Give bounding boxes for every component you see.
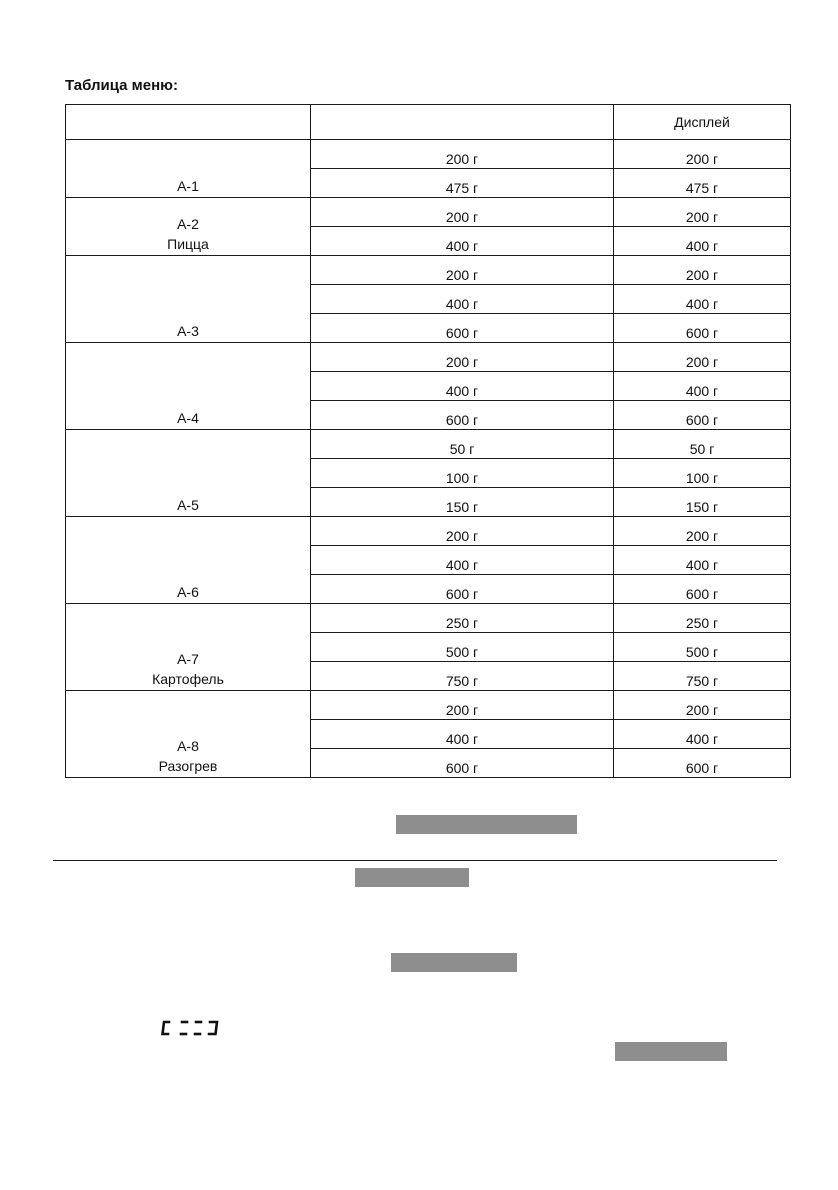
weight-cell: 200 г [311,256,614,285]
weight-cell: 500 г [311,633,614,662]
program-cell [66,604,311,691]
weight-cell: 400 г [311,285,614,314]
program-cell [66,430,311,517]
table-row [66,517,791,546]
weight-cell: 200 г [311,517,614,546]
program-cell [66,140,311,198]
weight-cell: 600 г [311,314,614,343]
display-cell: 475 г [614,169,791,198]
display-cell: 200 г [614,198,791,227]
weight-cell: 200 г [311,691,614,720]
program-code: А-8 [177,738,199,754]
program-code: А-4 [177,410,199,426]
weight-cell: 200 г [311,198,614,227]
display-cell: 100 г [614,459,791,488]
program-code: А-5 [177,497,199,513]
weight-cell: 250 г [311,604,614,633]
weight-cell: 750 г [311,662,614,691]
weight-cell: 150 г [311,488,614,517]
display-cell: 200 г [614,691,791,720]
program-cell [66,343,311,430]
program-code: А-2 [177,216,199,232]
header-display: Дисплей [614,105,791,140]
program-code: А-3 [177,323,199,339]
program-code: А-6 [177,584,199,600]
menu-table [65,104,791,778]
header-weight [311,105,614,140]
display-cell: 50 г [614,430,791,459]
table-row [66,343,791,372]
weight-cell: 600 г [311,401,614,430]
table-row [66,430,791,459]
table-row [66,198,791,227]
display-cell: 150 г [614,488,791,517]
display-cell: 500 г [614,633,791,662]
redaction-bar-3 [391,953,517,972]
table-row [66,691,791,720]
table-row [66,604,791,633]
program-code: А-7 [177,651,199,667]
display-cell: 750 г [614,662,791,691]
weight-cell: 200 г [311,343,614,372]
display-cell: 400 г [614,285,791,314]
weight-cell: 100 г [311,459,614,488]
display-cell: 200 г [614,140,791,169]
display-cell: 600 г [614,314,791,343]
redaction-bar-2 [355,868,469,887]
table-row [66,140,791,169]
redaction-bar-4 [615,1042,727,1061]
program-cell [66,256,311,343]
weight-cell: 200 г [311,140,614,169]
display-cell: 200 г [614,343,791,372]
weight-cell: 600 г [311,575,614,604]
display-cell: 400 г [614,546,791,575]
weight-cell: 400 г [311,227,614,256]
weight-cell: 400 г [311,720,614,749]
weight-cell: 600 г [311,749,614,778]
weight-cell: 400 г [311,372,614,401]
program-name: Пицца [167,236,209,252]
program-cell [66,691,311,778]
weight-cell: 50 г [311,430,614,459]
display-cell: 600 г [614,575,791,604]
display-cell: 400 г [614,720,791,749]
table-header-row [66,105,791,140]
display-cell: 200 г [614,517,791,546]
redaction-bar-1 [396,815,577,834]
program-code: А-1 [177,178,199,194]
display-cell: 200 г [614,256,791,285]
weight-cell: 400 г [311,546,614,575]
header-program [66,105,311,140]
program-name: Картофель [152,671,224,687]
table-row [66,256,791,285]
display-cell: 400 г [614,372,791,401]
display-cell: 400 г [614,227,791,256]
page-heading: Таблица меню: [65,77,178,94]
display-cell: 600 г [614,401,791,430]
weight-cell: 475 г [311,169,614,198]
program-cell [66,198,311,256]
seven-segment-display-icon [160,1019,222,1037]
program-cell [66,517,311,604]
display-cell: 250 г [614,604,791,633]
section-divider [53,860,777,861]
program-name: Разогрев [158,758,218,774]
display-cell: 600 г [614,749,791,778]
